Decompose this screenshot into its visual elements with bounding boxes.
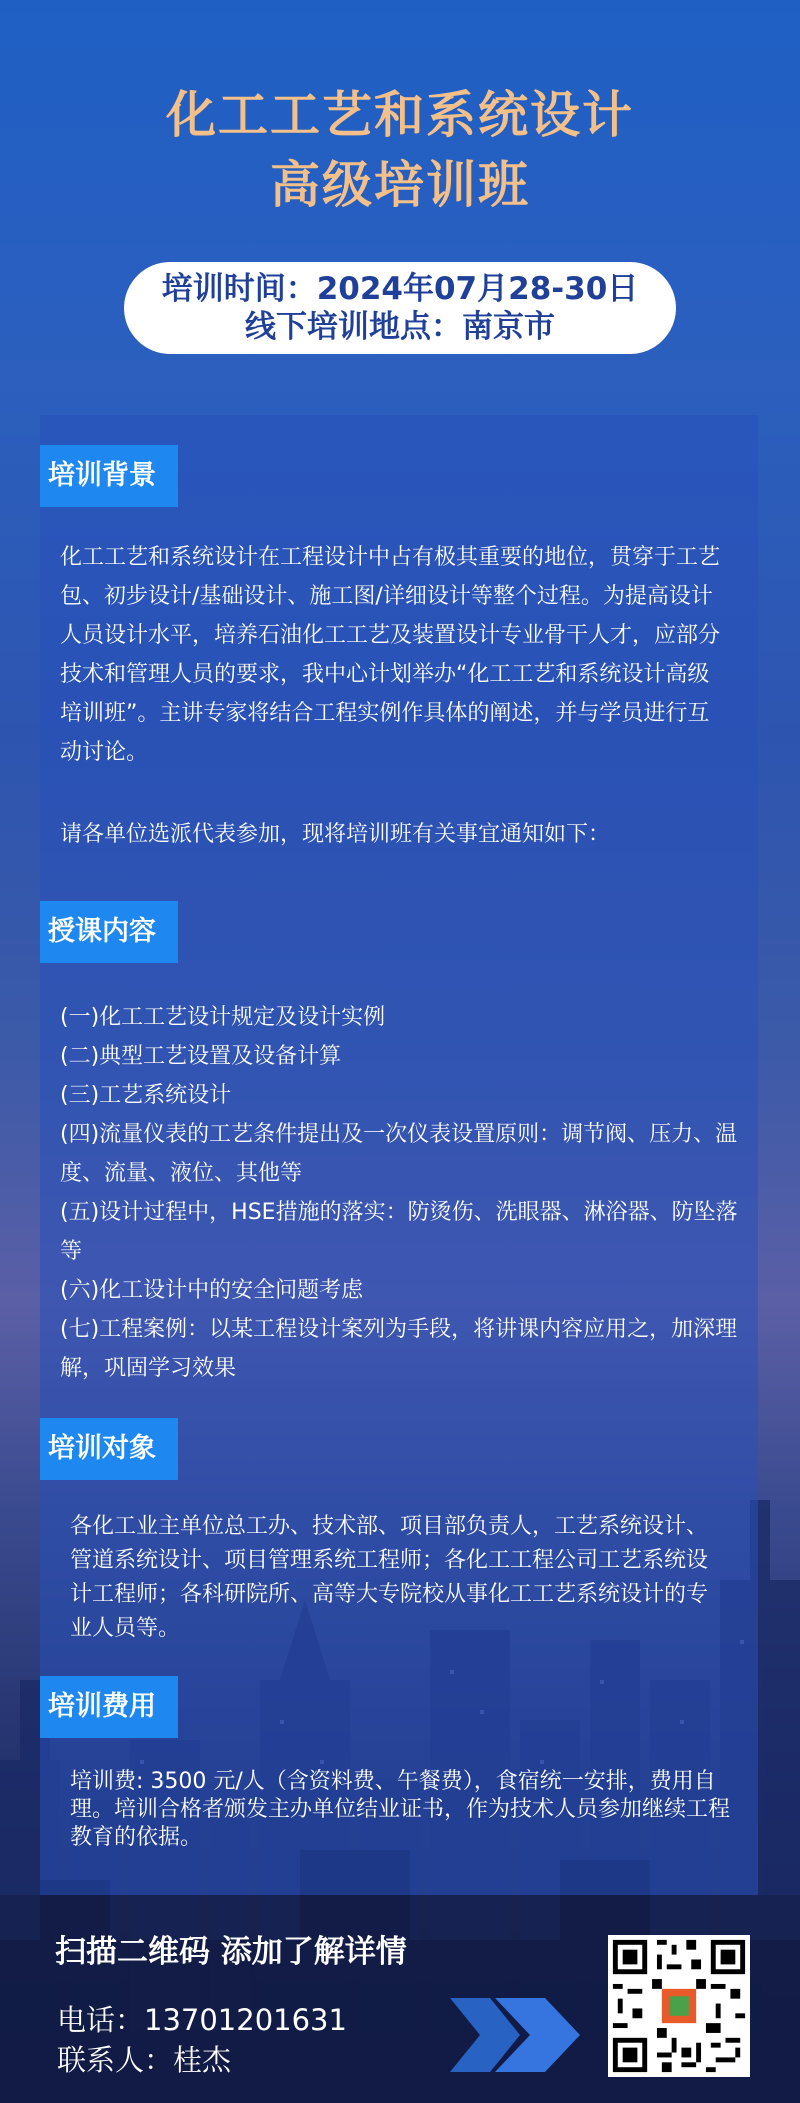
fee-paragraph: 培训费: 3500 元/人（含资料费、午餐费），食宿统一安排，费用自理。培训合格者颁发主办单位结业证书，作为技术人员参加继续工程教育的依据。 — [70, 1769, 731, 1850]
audience-paragraph: 各化工业主单位总工办、技术部、项目部负责人，工艺系统设计、管道系统设计、项目管理系统工程师；各化工工程公司工艺系统设计工程师；各科研院所、高等大专院校从事化工工艺系统设计的专业人员等。 — [70, 1514, 709, 1641]
qr-code[interactable] — [608, 1935, 750, 2077]
page-title — [0, 80, 800, 220]
training-location: 线下培训地点：南京市 — [245, 309, 555, 345]
list-item: (一)化工工艺设计规定及设计实例 — [60, 1005, 386, 1030]
training-time: 培训时间：2024年07月28-30日 — [161, 271, 639, 307]
background-notice: 请各单位选派代表参加，现将培训班有关事宜通知如下： — [60, 822, 611, 847]
title-line-1: 化工工艺和系统设计 — [166, 86, 634, 144]
contact-person: 联系人：桂杰 — [57, 2043, 232, 2077]
background-paragraph: 化工工艺和系统设计在工程设计中占有极其重要的地位，贯穿于工艺包、初步设计/基础设计、施工图/详细设计等整个过程。为提高设计人员设计水平，培养石油化工工艺及装置设计专业骨干人才，应部分技术和管理人员的要求，我中心计划举办“化工工艺和系统设计高级培训班”。主讲专家将结合工程实例作具体的阐述，并与学员进行互动讨论。 — [60, 545, 721, 765]
section-tag-content: 授课内容 — [40, 901, 178, 963]
list-item: (二)典型工艺设置及设备计算 — [60, 1044, 342, 1069]
list-item: (六)化工设计中的安全问题考虑 — [60, 1278, 364, 1303]
section-tag-fee: 培训费用 — [40, 1676, 178, 1738]
arrow-right-icon — [450, 1998, 590, 2072]
contact-phone: 电话：13701201631 — [57, 2003, 347, 2037]
section-tag-background: 培训背景 — [40, 445, 178, 507]
list-item: (三)工艺系统设计 — [60, 1083, 232, 1108]
list-item: (五)设计过程中，HSE措施的落实：防烫伤、洗眼器、淋浴器、防坠落等 — [60, 1200, 738, 1264]
list-item: (七)工程案例：以某工程设计案列为手段，将讲课内容应用之，加深理解，巩固学习效果 — [60, 1317, 738, 1381]
list-item: (四)流量仪表的工艺条件提出及一次仪表设置原则：调节阀、压力、温度、流量、液位、其他等 — [60, 1122, 738, 1186]
scan-qr-prompt: 扫描二维码 添加了解详情 — [55, 1934, 407, 1970]
title-line-2: 高级培训班 — [270, 156, 530, 214]
section-tag-audience: 培训对象 — [40, 1418, 178, 1480]
training-info-pill — [124, 262, 676, 354]
course-list — [60, 998, 740, 1388]
qr-code-icon — [608, 1935, 750, 2077]
